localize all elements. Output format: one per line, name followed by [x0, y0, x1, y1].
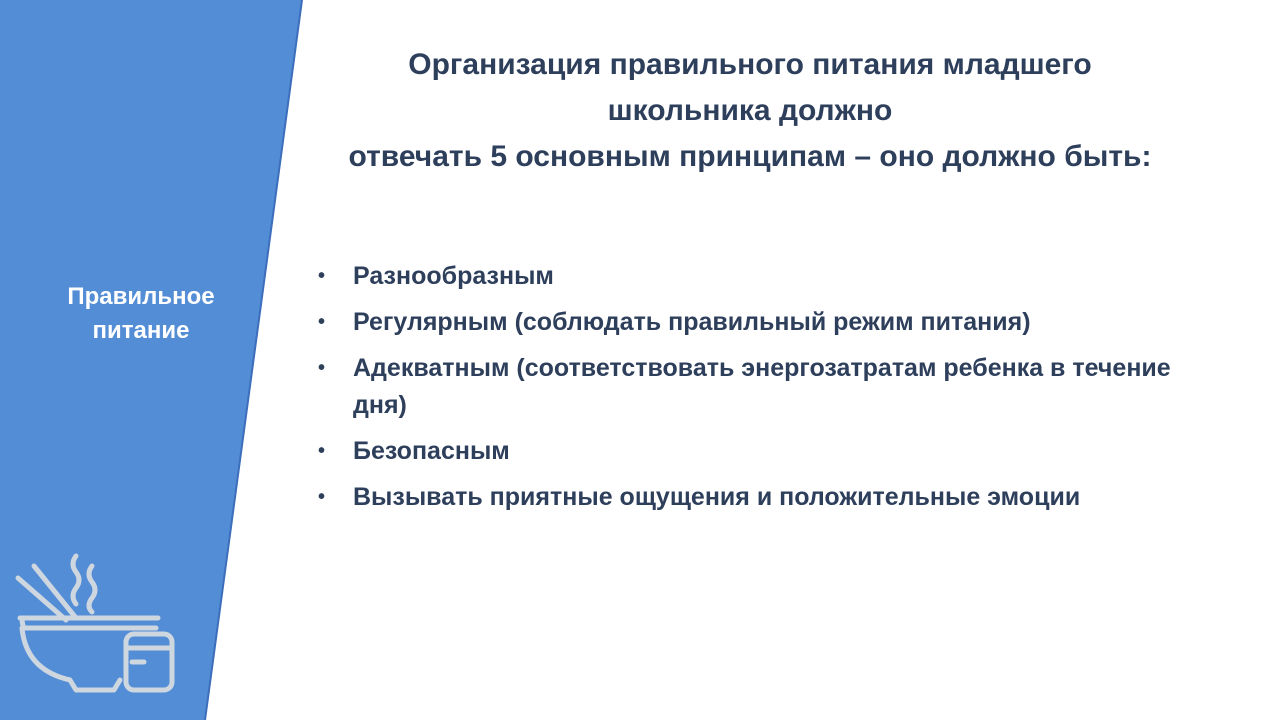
heading-line-1: Организация правильного питания младшего	[408, 48, 1092, 81]
side-panel	[0, 0, 310, 720]
list-item	[318, 304, 1198, 341]
list-item	[318, 350, 1198, 424]
bullet-icon: •	[318, 357, 326, 379]
list-item	[318, 479, 1198, 516]
bullet-icon: •	[318, 265, 326, 287]
list-item	[318, 258, 1198, 295]
principles-list	[318, 258, 1198, 525]
bullet-icon: •	[318, 486, 326, 508]
principle-text: Регулярным (соблюдать правильный режим питания)	[353, 308, 1031, 336]
principle-text: Разнообразным	[353, 262, 554, 290]
principle-text: Вызывать приятные ощущения и положительные эмоции	[353, 483, 1081, 511]
principle-text: Адекватным (соответствовать энергозатратам ребенка в течение дня)	[353, 354, 1171, 419]
side-panel-title-line-1: Правильное	[67, 283, 215, 310]
bowl-with-steam-and-chopsticks-icon	[10, 548, 182, 700]
side-panel-title	[30, 280, 252, 348]
bullet-icon: •	[318, 440, 326, 462]
side-panel-title-line-2: питание	[92, 317, 190, 344]
list-item	[318, 433, 1198, 470]
heading-line-2: школьника должно	[607, 94, 893, 127]
slide-heading	[300, 42, 1200, 180]
heading-line-3: отвечать 5 основным принципам – оно должно быть:	[348, 140, 1152, 173]
principle-text: Безопасным	[353, 437, 510, 465]
bullet-icon: •	[318, 311, 326, 333]
